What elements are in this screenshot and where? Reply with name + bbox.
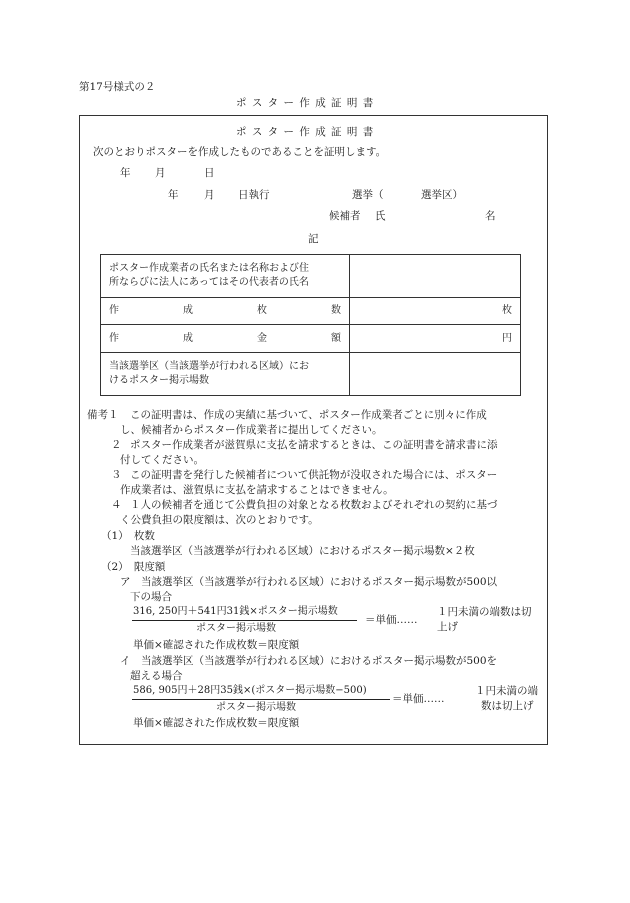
candidate-label: 候補者	[329, 210, 361, 222]
page-title: ポ ス タ ー 作 成 証 明 書	[236, 97, 375, 109]
note-2-number: ２	[111, 439, 122, 451]
table-row	[101, 325, 521, 353]
election-label: 選挙（	[352, 189, 384, 201]
note-3-line-2: 作成業者は、滋賀県に支払を請求することはできません。	[120, 484, 394, 496]
case-a-head: ア 当該選挙区（当該選挙が行われる区域）におけるポスター掲示場数が500以	[120, 576, 498, 588]
date-day: 日	[204, 167, 215, 179]
row-label-line: けるポスター掲示場数	[109, 375, 209, 386]
table-cell-value: 枚	[350, 298, 521, 325]
formula-b-final: 単価×確認された作成枚数＝限度額	[133, 717, 300, 729]
table-cell-label	[101, 255, 350, 298]
note-1-line-2: し、候補者からポスター作成業者に提出してください。	[120, 424, 383, 436]
formula-a-fraction-bar	[132, 620, 357, 621]
box-title: ポ ス タ ー 作 成 証 明 書	[236, 126, 375, 138]
table-cell-value: 円	[350, 325, 521, 353]
statement: 次のとおりポスターを作成したものであることを証明します。	[93, 146, 387, 158]
table-row	[101, 353, 521, 396]
table-cell-label	[101, 298, 350, 325]
row-label-line: 当該選挙区（当該選挙が行われる区域）にお	[109, 361, 309, 372]
formula-a-numerator: 316, 250円＋541円31銭×ポスター掲示場数	[133, 606, 338, 617]
table-cell-value	[350, 353, 521, 396]
row-label-line: ポスター作成業者の氏名または名称および住	[109, 263, 309, 274]
notes-head: 備考１	[87, 409, 119, 421]
note-3-line-1: この証明書を発行した候補者について供託物が没収された場合には、ポスター	[130, 469, 498, 481]
date-month: 月	[155, 167, 166, 179]
table-row	[101, 298, 521, 325]
table-row	[101, 255, 521, 298]
row-label-line: 所ならびに法人にあってはその代表者の氏名	[109, 277, 309, 288]
election-month: 月	[204, 189, 215, 201]
note-3-number: ３	[111, 469, 122, 481]
formula-a-equals: ＝単価……	[365, 614, 418, 626]
note-4-line-1: １人の候補者を通じて公費負担の対象となる枚数およびそれぞれの契約に基づ	[130, 499, 498, 511]
election-day-exec: 日執行	[238, 189, 270, 201]
case-b-cont: 超える場合	[130, 670, 183, 682]
note-2-line-2: 付してください。	[120, 454, 204, 466]
note-4-line-2: く公費負担の限度額は、次のとおりです。	[120, 514, 319, 526]
certificate-table	[100, 254, 521, 396]
formula-b-note-2: 数は切上げ	[481, 700, 534, 712]
row-label-char: 作	[109, 305, 119, 316]
formula-a-final: 単価×確認された作成枚数＝限度額	[133, 639, 300, 651]
district-label: 選挙区）	[421, 189, 463, 201]
note-1-line-1: この証明書は、作成の実績に基づいて、ポスター作成業者ごとに別々に作成	[130, 409, 487, 421]
formula-a-note-2: 上げ	[437, 621, 458, 633]
candidate-name-2: 名	[485, 210, 496, 222]
row-label-char: 額	[331, 332, 341, 344]
table-cell-value	[350, 255, 521, 298]
row-label-char: 金	[257, 332, 267, 344]
row-label-char: 成	[183, 332, 193, 344]
election-year: 年	[168, 189, 179, 201]
formula-a-note-1: １円未満の端数は切	[437, 606, 532, 618]
case-a-cont: 下の場合	[130, 591, 172, 603]
candidate-name-1: 氏	[375, 210, 386, 222]
section-1-head: （1） 枚数	[101, 530, 155, 542]
date-year: 年	[120, 167, 131, 179]
note-4-number: ４	[111, 499, 122, 511]
ki-mark: 記	[308, 233, 319, 245]
formula-b-equals: ＝単価……	[392, 693, 445, 705]
table-cell-label	[101, 325, 350, 353]
formula-b-fraction-bar	[132, 699, 390, 700]
note-2-line-1: ポスター作成業者が滋賀県に支払を請求するときは、この証明書を請求書に添	[130, 439, 498, 451]
form-number: 第17号様式の２	[79, 81, 156, 93]
formula-b-denominator: ポスター掲示場数	[216, 702, 296, 713]
row-label-char: 数	[331, 305, 341, 316]
table-cell-label	[101, 353, 350, 396]
case-b-head: イ 当該選挙区（当該選挙が行われる区域）におけるポスター掲示場数が500を	[120, 655, 498, 667]
formula-b-note-1: １円未満の端	[475, 685, 538, 697]
formula-b-numerator: 586, 905円＋28円35銭×(ポスター掲示場数−500)	[133, 685, 367, 696]
row-label-char: 成	[183, 305, 193, 316]
section-2-head: （2） 限度額	[101, 561, 166, 573]
formula-a-denominator: ポスター掲示場数	[196, 623, 276, 634]
row-label-char: 作	[109, 332, 119, 344]
section-1-text: 当該選挙区（当該選挙が行われる区域）におけるポスター掲示場数×２枚	[130, 545, 475, 557]
row-label-char: 枚	[257, 305, 267, 316]
